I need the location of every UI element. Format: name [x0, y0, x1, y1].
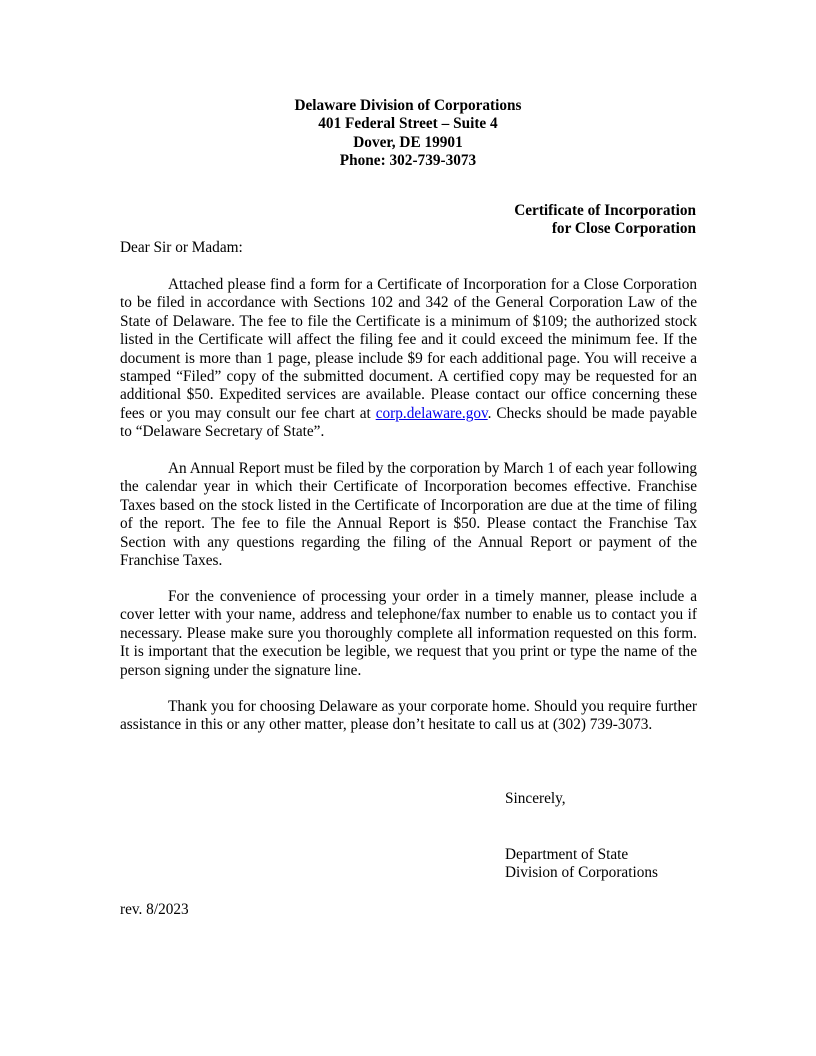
organization-name: Delaware Division of Corporations: [294, 97, 522, 114]
phone-number: Phone: 302-739-3073: [339, 152, 477, 170]
city-state-zip: Dover, DE 19901: [353, 133, 463, 151]
street-address: 401 Federal Street – Suite 4: [318, 115, 498, 133]
paragraph-cover-letter: For the convenience of processing your order in a timely manner, please include a cover letter with your name, address and telephone/fax number to enable us to contact you if necessary. Please make sure you thoroughly complete all information requested on this form. It is important that the execution be legible, we request that you print or type the name of the person signing under the signature line.: [120, 588, 697, 679]
signature-line-1: Department of State: [505, 846, 629, 863]
document-title-line-2: for Close Corporation: [551, 220, 696, 238]
paragraph-thank-you: Thank you for choosing Delaware as your corporate home. Should you require further assistance in this or any other matter, please don’t hesitate to call us at (302) 739-3073.: [120, 698, 697, 734]
closing: Sincerely,: [505, 790, 566, 807]
document-title-line-1: Certificate of Incorporation: [514, 202, 696, 219]
document-title: [514, 202, 696, 239]
paragraph-filing-instructions: [120, 276, 697, 442]
revision-date: rev. 8/2023: [120, 901, 189, 918]
letterhead: [0, 97, 816, 171]
paragraph-1-text-end: . Checks should be made payable to “Delaware Secretary of State”.: [120, 404, 697, 441]
salutation: Dear Sir or Madam:: [120, 239, 243, 256]
paragraph-1-text: Attached please find a form for a Certificate of Incorporation for a Close Corporation to be filed in accordance with Sections 102 and 342 of the General Corporation Law of the State of Delaware. The fee to file the Certificate is a minimum of $109; the authorized stock listed in the Certificate will affect the filing fee and it could exceed the minimum fee. If the document is more than 1 page, please include $9 for each additional page. You will receive a stamped “Filed” copy of the submitted document. A certified copy may be requested for an additional $50. Expedited services are available. Please contact our office concerning these fees or you may consult our fee chart at: [120, 276, 697, 422]
fee-chart-link[interactable]: corp.delaware.gov: [375, 404, 488, 422]
signature-line-2: Division of Corporations: [505, 864, 658, 882]
signature-block: [505, 846, 658, 883]
paragraph-annual-report: An Annual Report must be filed by the corporation by March 1 of each year following the calendar year in which their Certificate of Incorporation becomes effective. Franchise Taxes based on the stock listed in the Certificate of Incorporation are due at the time of filing of the report. The fee to file the Annual Report is $50. Please contact the Franchise Tax Section with any questions regarding the filing of the Annual Report or payment of the Franchise Taxes.: [120, 460, 697, 570]
